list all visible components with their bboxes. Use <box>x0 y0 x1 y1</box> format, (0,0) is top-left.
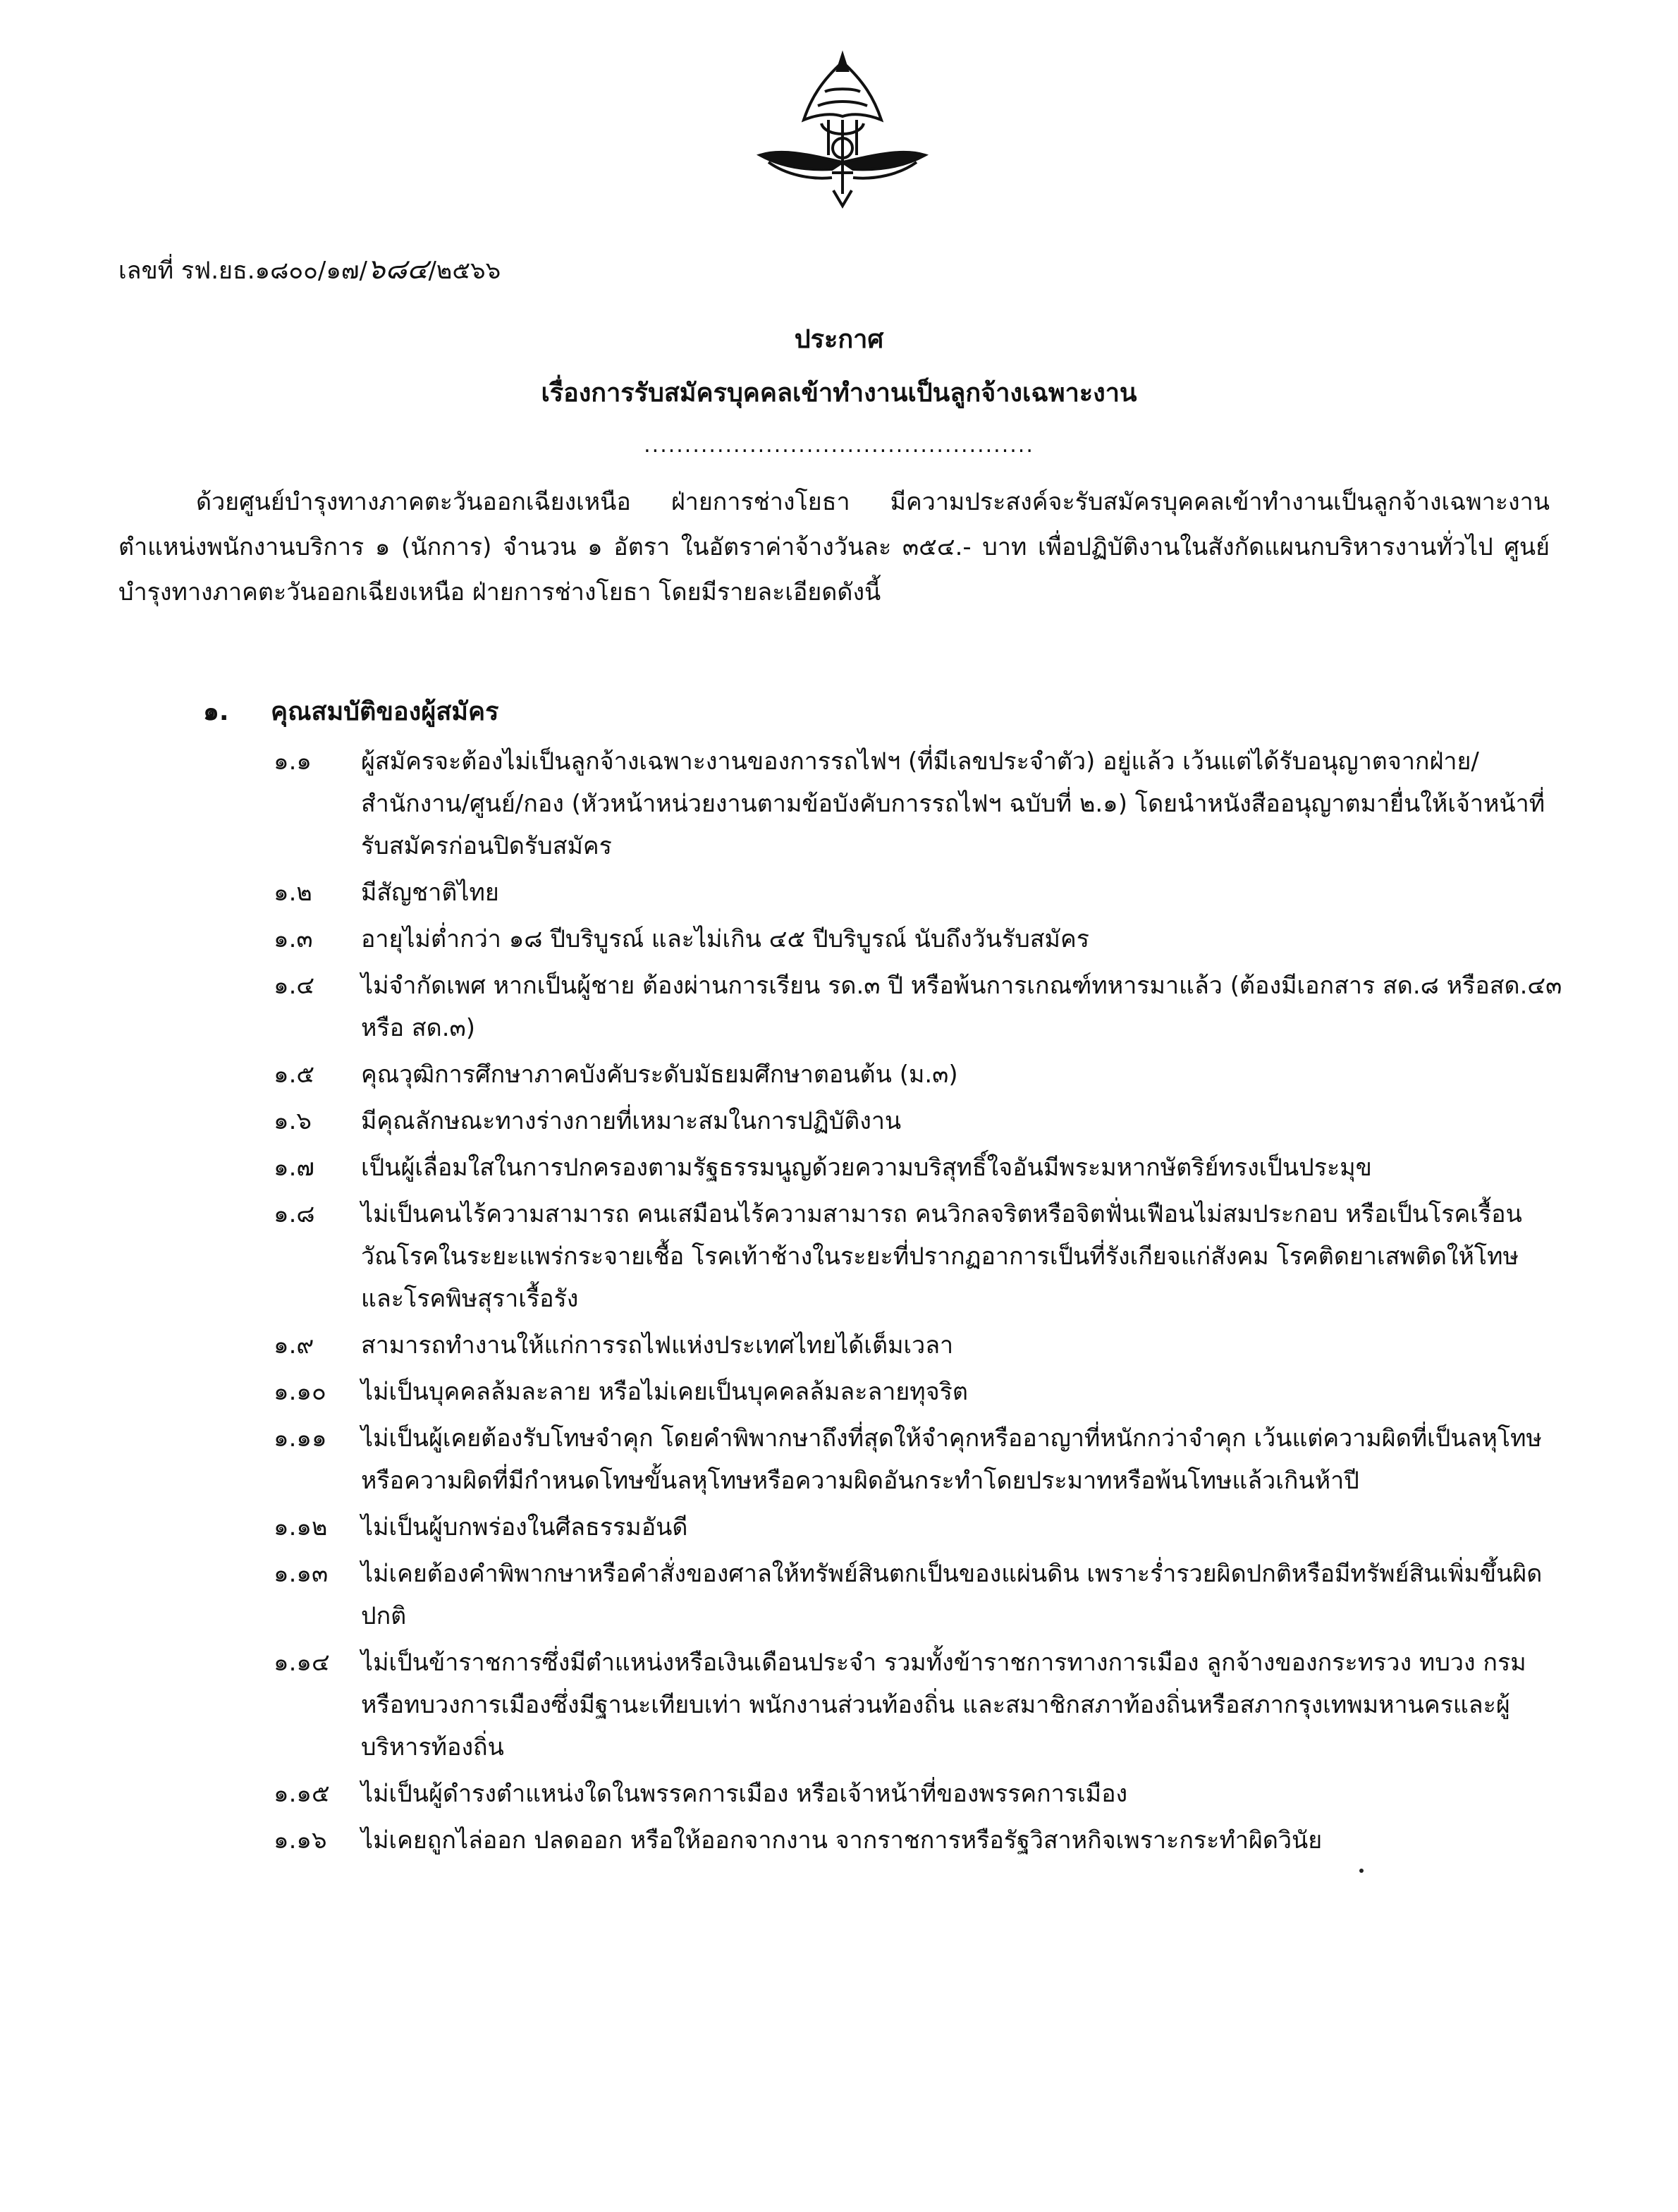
list-item <box>274 918 1564 960</box>
item-text: คุณวุฒิการศึกษาภาคบังคับระดับมัธยมศึกษาตอนต้น (ม.๓) <box>361 1061 958 1089</box>
list-item <box>274 1147 1564 1189</box>
item-number: ๑.๑๓ <box>274 1560 329 1588</box>
item-text: ไม่เป็นผู้เคยต้องรับโทษจำคุก โดยคำพิพากษาถึงที่สุดให้จำคุกหรืออาญาที่หนักกว่าจำคุก เว้นแต่ความผิดที่เป็นลหุโทษ หรือความผิดที่มีกำหนดโทษขั้นลหุโทษหรือความผิดอันกระทำโดยประมาทหรือพ้นโทษแล้วเกินห้าปี <box>361 1424 1542 1495</box>
item-text: ไม่เคยถูกไล่ออก ปลดออก หรือให้ออกจากงาน จากราชการหรือรัฐวิสาหกิจเพราะกระทำผิดวินัย <box>361 1826 1323 1854</box>
list-item <box>274 1371 1564 1413</box>
section-heading <box>203 691 498 733</box>
item-text: มีสัญชาติไทย <box>361 879 499 907</box>
list-item <box>274 1553 1564 1637</box>
list-item <box>274 1506 1564 1548</box>
item-text: ไม่จำกัดเพศ หากเป็นผู้ชาย ต้องผ่านการเรียน รด.๓ ปี หรือพ้นการเกณฑ์ทหารมาแล้ว (ต้องมีเอกสาร สด.๘ หรือสด.๔๓ หรือ สด.๓) <box>361 972 1562 1042</box>
list-item <box>274 1773 1564 1815</box>
list-item <box>274 965 1564 1049</box>
announcement-title: ประกาศ <box>794 325 884 354</box>
item-text: เป็นผู้เลื่อมใสในการปกครองตามรัฐธรรมนูญด้วยความบริสุทธิ์ใจอันมีพระมหากษัตริย์ทรงเป็นประมุข <box>361 1154 1372 1182</box>
scan-speck <box>1359 1869 1364 1873</box>
handwritten-number: ๖๘๔ <box>367 253 429 286</box>
document-number-prefix: เลขที่ รฟ.ยธ.๑๘๐๐/๑๗/ <box>118 257 367 285</box>
item-number: ๑.๗ <box>274 1154 314 1182</box>
intro-text: ด้วยศูนย์บำรุงทางภาคตะวันออกเฉียงเหนือ ฝ่ายการช่างโยธา มีความประสงค์จะรับสมัครบุคคลเข้าทำงานเป็นลูกจ้างเฉพาะงาน ตำแหน่งพนักงานบริการ ๑ (นักการ) จำนวน ๑ อัตรา ในอัตราค่าจ้างวันละ ๓๕๔.- บาท เพื่อปฏิบัติงานในสังกัดแผนกบริหารงานทั่วไป ศูนย์บำรุงทางภาคตะวันออกเฉียงเหนือ ฝ่ายการช่างโยธา โดยมีรายละเอียดดังนี้ <box>118 488 1550 606</box>
item-number: ๑.๑๒ <box>274 1513 328 1541</box>
item-number: ๑.๔ <box>274 972 315 1000</box>
item-text: ไม่เป็นคนไร้ความสามารถ คนเสมือนไร้ความสามารถ คนวิกลจริตหรือจิตฟั่นเฟือนไม่สมประกอบ หรือเป็นโรคเรื้อน วัณโรคในระยะแพร่กระจายเชื้อ โรคเท้าช้างในระยะที่ปรากฏอาการเป็นที่รังเกียจแก่สังคม โรคติดยาเสพติดให้โทษ และโรคพิษสุราเรื้อรัง <box>361 1200 1522 1313</box>
list-item <box>274 872 1564 914</box>
item-number: ๑.๘ <box>274 1200 315 1228</box>
item-number: ๑.๑๕ <box>274 1780 330 1808</box>
title-divider: ................................................ <box>644 433 1034 458</box>
state-railway-emblem-icon <box>754 49 931 212</box>
intro-paragraph <box>118 479 1550 615</box>
item-number: ๑.๖ <box>274 1107 312 1135</box>
item-number: ๑.๙ <box>274 1331 314 1359</box>
list-item <box>274 1193 1564 1320</box>
item-text: อายุไม่ต่ำกว่า ๑๘ ปีบริบูรณ์ และไม่เกิน ๔๕ ปีบริบูรณ์ นับถึงวันรับสมัคร <box>361 925 1089 953</box>
item-number: ๑.๒ <box>274 879 312 907</box>
item-text: ผู้สมัครจะต้องไม่เป็นลูกจ้างเฉพาะงานของการรถไฟฯ (ที่มีเลขประจำตัว) อยู่แล้ว เว้นแต่ได้รับอนุญาตจากฝ่าย/สำนักงาน/ศูนย์/กอง (หัวหน้าหน่วยงานตามข้อบังคับการรถไฟฯ ฉบับที่ ๒.๑) โดยนำหนังสืออนุญาตมายื่นให้เจ้าหน้าที่รับสมัครก่อนปิดรับสมัคร <box>361 747 1545 860</box>
item-text: ไม่เคยต้องคำพิพากษาหรือคำสั่งของศาลให้ทรัพย์สินตกเป็นของแผ่นดิน เพราะร่ำรวยผิดปกติหรือมีทรัพย์สินเพิ่มขึ้นผิดปกติ <box>361 1560 1543 1630</box>
item-text: ไม่เป็นบุคคลล้มละลาย หรือไม่เคยเป็นบุคคลล้มละลายทุจริต <box>361 1378 968 1406</box>
list-item <box>274 740 1564 867</box>
item-number: ๑.๑ <box>274 747 312 776</box>
section-title: คุณสมบัติของผู้สมัคร <box>271 697 499 726</box>
item-text: ไม่เป็นผู้บกพร่องในศีลธรรมอันดี <box>361 1513 688 1541</box>
list-item <box>274 1100 1564 1142</box>
item-number: ๑.๑๐ <box>274 1378 326 1406</box>
announcement-subject: เรื่องการรับสมัครบุคคลเข้าทำงานเป็นลูกจ้างเฉพาะงาน <box>541 379 1137 408</box>
list-item <box>274 1053 1564 1096</box>
item-text: มีคุณลักษณะทางร่างกายที่เหมาะสมในการปฏิบัติงาน <box>361 1107 902 1135</box>
item-number: ๑.๑๑ <box>274 1424 327 1453</box>
qualification-list <box>274 740 1564 1866</box>
list-item <box>274 1819 1564 1862</box>
list-item <box>274 1417 1564 1502</box>
item-number: ๑.๑๔ <box>274 1649 330 1677</box>
item-number: ๑.๓ <box>274 925 313 953</box>
item-number: ๑.๑๖ <box>274 1826 327 1854</box>
item-text: สามารถทำงานให้แก่การรถไฟแห่งประเทศไทยได้เต็มเวลา <box>361 1331 954 1359</box>
document-number <box>118 248 501 292</box>
document-number-suffix: /๒๕๖๖ <box>428 257 501 285</box>
section-number: ๑. <box>203 697 229 726</box>
item-text: ไม่เป็นผู้ดำรงตำแหน่งใดในพรรคการเมือง หรือเจ้าหน้าที่ของพรรคการเมือง <box>361 1780 1128 1808</box>
item-number: ๑.๕ <box>274 1061 315 1089</box>
list-item <box>274 1324 1564 1367</box>
list-item <box>274 1642 1564 1768</box>
item-text: ไม่เป็นข้าราชการซึ่งมีตำแหน่งหรือเงินเดือนประจำ รวมทั้งข้าราชการทางการเมือง ลูกจ้างของกระทรวง ทบวง กรม หรือทบวงการเมืองซึ่งมีฐานะเทียบเท่า พนักงานส่วนท้องถิ่น และสมาชิกสภาท้องถิ่นหรือสภากรุงเทพมหานครและผู้บริหารท้องถิ่น <box>361 1649 1526 1761</box>
